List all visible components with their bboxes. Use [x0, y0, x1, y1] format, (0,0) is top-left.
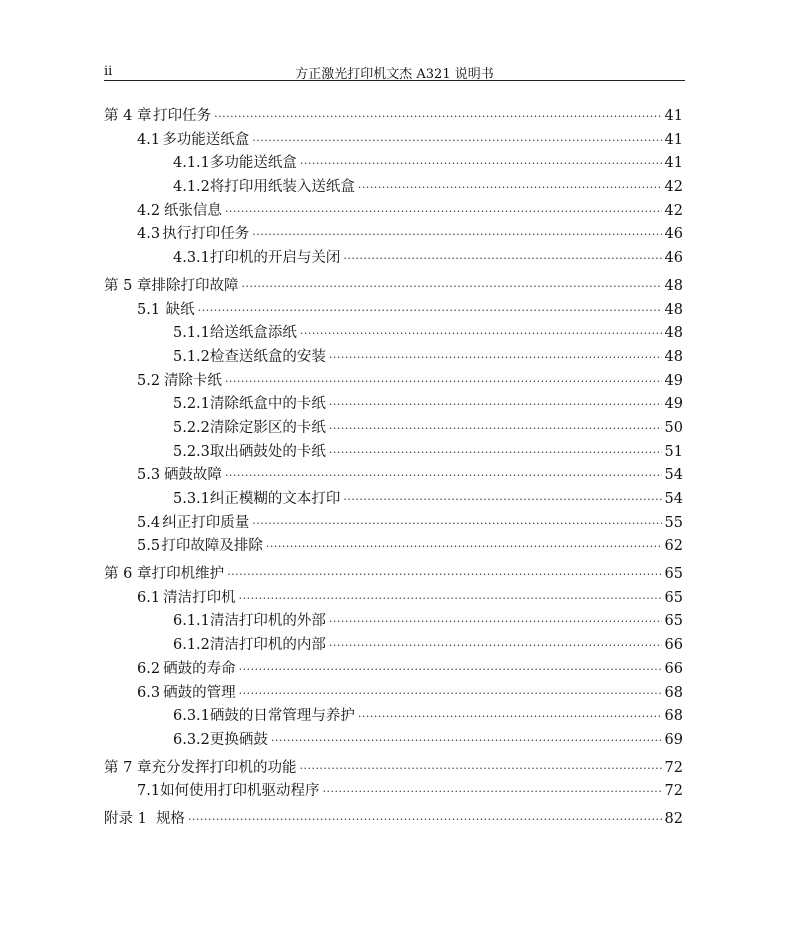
toc-entry-page: 48 [664, 348, 683, 365]
toc-entry-number: 5.2 [137, 372, 161, 389]
toc-entry-number: 附录 1 [104, 810, 147, 827]
toc-entry-page: 82 [664, 810, 683, 827]
toc-subsection-entry[interactable] [104, 728, 683, 752]
toc-entry-page: 50 [664, 419, 683, 436]
toc-entry-page: 42 [664, 202, 683, 219]
toc-entry-title: 如何使用打印机驱动程序 [160, 783, 320, 800]
toc-section-entry[interactable] [104, 511, 683, 535]
dot-leader [241, 280, 661, 293]
dot-leader [198, 304, 662, 317]
dot-leader [323, 785, 662, 798]
toc-entry-page: 66 [664, 660, 683, 677]
toc-entry-title: 硒鼓故障 [163, 467, 222, 484]
dot-leader [225, 205, 662, 218]
toc-entry-title: 纠正模糊的文本打印 [209, 491, 341, 507]
dot-leader [300, 327, 662, 340]
toc-entry-title: 清洁打印机的外部 [209, 613, 326, 630]
toc-entry-page: 65 [664, 566, 683, 583]
toc-entry-number: 第 6 章 [104, 566, 152, 583]
toc-entry-title: 多功能送纸盒 [209, 155, 297, 172]
toc-subsection-entry[interactable] [104, 345, 683, 369]
toc-entry-title: 硒鼓的日常管理与养护 [209, 708, 355, 725]
toc-entry-page: 68 [664, 708, 683, 725]
toc-entry-page: 41 [664, 108, 683, 124]
toc-subsection-entry[interactable] [104, 487, 683, 511]
toc-subsection-entry[interactable] [104, 321, 683, 345]
toc-entry-page: 55 [664, 514, 683, 531]
toc-entry-number: 6.1.1 [173, 613, 210, 630]
toc-entry-number: 4.2 [137, 202, 161, 219]
toc-entry-title: 执行打印任务 [162, 226, 250, 243]
toc-entry-title: 排除打印故障 [151, 277, 239, 294]
toc-entry-number: 5.1.2 [173, 348, 210, 365]
toc-entry-number: 6.3.1 [173, 708, 210, 725]
dot-leader [300, 157, 662, 170]
dot-leader [329, 639, 662, 652]
toc-entry-page: 41 [664, 155, 683, 172]
toc-section-entry[interactable] [104, 222, 683, 246]
toc-entry-title: 清洁打印机 [163, 589, 236, 606]
toc-entry-number: 4.1 [137, 131, 161, 148]
toc-entry-number: 5.3.1 [173, 491, 210, 507]
toc-subsection-entry[interactable] [104, 392, 683, 416]
toc-entry-title: 纠正打印质量 [162, 514, 250, 531]
toc-entry-title: 将打印用纸装入送纸盒 [209, 179, 355, 196]
toc-entry-title: 更换硒鼓 [209, 731, 268, 748]
dot-leader [343, 252, 661, 265]
toc-section-entry[interactable] [104, 463, 683, 487]
dot-leader [227, 568, 661, 581]
toc-entry-title: 清除定影区的卡纸 [209, 419, 326, 436]
toc-entry-page: 46 [664, 226, 683, 243]
toc-entry-number: 5.1.1 [173, 325, 210, 342]
toc-entry-page: 46 [664, 250, 683, 267]
toc-entry-number: 5.5 [137, 538, 161, 555]
toc-entry-title: 清除纸盒中的卡纸 [209, 396, 326, 413]
toc-entry-page: 72 [664, 783, 683, 800]
toc-entry-page: 48 [664, 277, 683, 294]
toc-entry-page: 49 [664, 396, 683, 413]
toc-entry-page: 51 [664, 443, 683, 460]
toc-entry-number: 6.1 [137, 589, 161, 606]
toc-section-entry[interactable] [104, 681, 683, 705]
dot-leader [239, 687, 662, 700]
toc-entry-title: 硒鼓的管理 [163, 684, 236, 701]
toc-entry-number: 5.2.3 [173, 443, 210, 460]
dot-leader [225, 375, 662, 388]
dot-leader [343, 493, 661, 506]
table-of-contents [104, 104, 683, 831]
toc-entry-page: 62 [664, 538, 683, 555]
toc-entry-page: 65 [664, 613, 683, 630]
toc-entry-number: 6.2 [137, 660, 161, 677]
toc-entry-title: 清洁打印机的内部 [209, 637, 326, 654]
toc-entry-number: 5.1 [137, 301, 161, 318]
toc-entry-number: 4.3.1 [173, 250, 210, 267]
toc-entry-title: 充分发挥打印机的功能 [151, 759, 297, 776]
toc-entry-title: 清除卡纸 [163, 372, 222, 389]
toc-entry-title: 硒鼓的寿命 [163, 660, 236, 677]
toc-entry-page: 65 [664, 589, 683, 606]
toc-entry-title: 取出硒鼓处的卡纸 [209, 443, 326, 460]
toc-entry-title: 打印机维护 [151, 566, 225, 583]
toc-entry-title: 打印故障及排除 [161, 538, 263, 555]
toc-subsection-entry[interactable] [104, 416, 683, 440]
toc-entry-number: 5.2.2 [173, 419, 210, 436]
dot-leader [329, 398, 662, 411]
toc-entry-page: 68 [664, 684, 683, 701]
toc-section-entry[interactable] [104, 586, 683, 610]
toc-entry-page: 48 [664, 325, 683, 342]
toc-section-entry[interactable] [104, 779, 683, 803]
page-header [104, 62, 685, 81]
toc-entry-page: 69 [664, 731, 683, 748]
toc-subsection-entry[interactable] [104, 609, 683, 633]
dot-leader [329, 351, 662, 364]
toc-entry-title: 纸张信息 [163, 202, 222, 219]
toc-entry-page: 72 [664, 759, 683, 776]
toc-subsection-entry[interactable] [104, 633, 683, 657]
toc-chapter-entry[interactable] [104, 274, 683, 298]
toc-entry-number: 5.3 [137, 467, 161, 484]
dot-leader [252, 134, 661, 147]
toc-subsection-entry[interactable] [104, 175, 683, 199]
toc-entry-page: 41 [664, 131, 683, 148]
toc-section-entry[interactable] [104, 657, 683, 681]
dot-leader [358, 710, 662, 723]
toc-section-entry[interactable] [104, 369, 683, 393]
dot-leader [329, 615, 662, 628]
toc-entry-number: 6.3 [137, 684, 161, 701]
toc-section-entry[interactable] [104, 298, 683, 322]
dot-leader [329, 446, 662, 459]
toc-entry-page: 48 [664, 301, 683, 318]
toc-entry-number: 4.3 [137, 226, 161, 243]
toc-chapter-entry[interactable] [104, 807, 683, 831]
toc-entry-number: 第 5 章 [104, 277, 152, 294]
toc-subsection-entry[interactable] [104, 440, 683, 464]
toc-entry-title: 检查送纸盒的安装 [209, 348, 326, 365]
toc-entry-title: 打印机的开启与关闭 [209, 250, 341, 267]
toc-entry-number: 5.2.1 [173, 396, 210, 413]
toc-entry-number: 5.4 [137, 514, 161, 531]
dot-leader [239, 592, 662, 605]
toc-subsection-entry[interactable] [104, 246, 683, 270]
toc-entry-page: 42 [664, 179, 683, 196]
toc-entry-page: 66 [664, 637, 683, 654]
toc-section-entry[interactable] [104, 534, 683, 558]
toc-section-entry[interactable] [104, 199, 683, 223]
toc-chapter-entry[interactable] [104, 562, 683, 586]
toc-section-entry[interactable] [104, 128, 683, 152]
dot-leader [252, 228, 661, 241]
toc-entry-page: 54 [664, 467, 683, 484]
toc-chapter-entry[interactable] [104, 104, 683, 128]
toc-entry-number: 6.1.2 [173, 637, 210, 654]
toc-entry-number: 4.1.2 [173, 179, 210, 196]
toc-subsection-entry[interactable] [104, 704, 683, 728]
toc-entry-page: 49 [664, 372, 683, 389]
toc-entry-title: 多功能送纸盒 [162, 131, 250, 148]
toc-entry-number: 4.1.1 [173, 155, 210, 172]
toc-subsection-entry[interactable] [104, 151, 683, 175]
document-title: 方正激光打印机文杰 A321 说明书 [295, 67, 494, 82]
toc-entry-title: 给送纸盒添纸 [209, 325, 297, 342]
dot-leader [252, 517, 661, 530]
toc-entry-number: 7.1 [137, 783, 161, 800]
dot-leader [214, 110, 661, 123]
toc-chapter-entry[interactable] [104, 756, 683, 780]
dot-leader [239, 663, 662, 676]
toc-entry-number: 第 4 章 [104, 108, 152, 124]
dot-leader [188, 813, 662, 826]
dot-leader [329, 422, 662, 435]
dot-leader [358, 181, 662, 194]
toc-entry-number: 6.3.2 [173, 731, 210, 748]
dot-leader [271, 734, 662, 747]
toc-entry-title: 缺纸 [165, 301, 195, 318]
dot-leader [299, 762, 661, 775]
toc-entry-number: 第 7 章 [104, 759, 152, 776]
dot-leader [225, 469, 662, 482]
dot-leader [266, 540, 662, 553]
toc-entry-title: 打印任务 [153, 108, 212, 124]
toc-entry-title: 规格 [155, 810, 185, 827]
page-number: ii [104, 64, 113, 79]
toc-entry-page: 54 [664, 491, 683, 507]
